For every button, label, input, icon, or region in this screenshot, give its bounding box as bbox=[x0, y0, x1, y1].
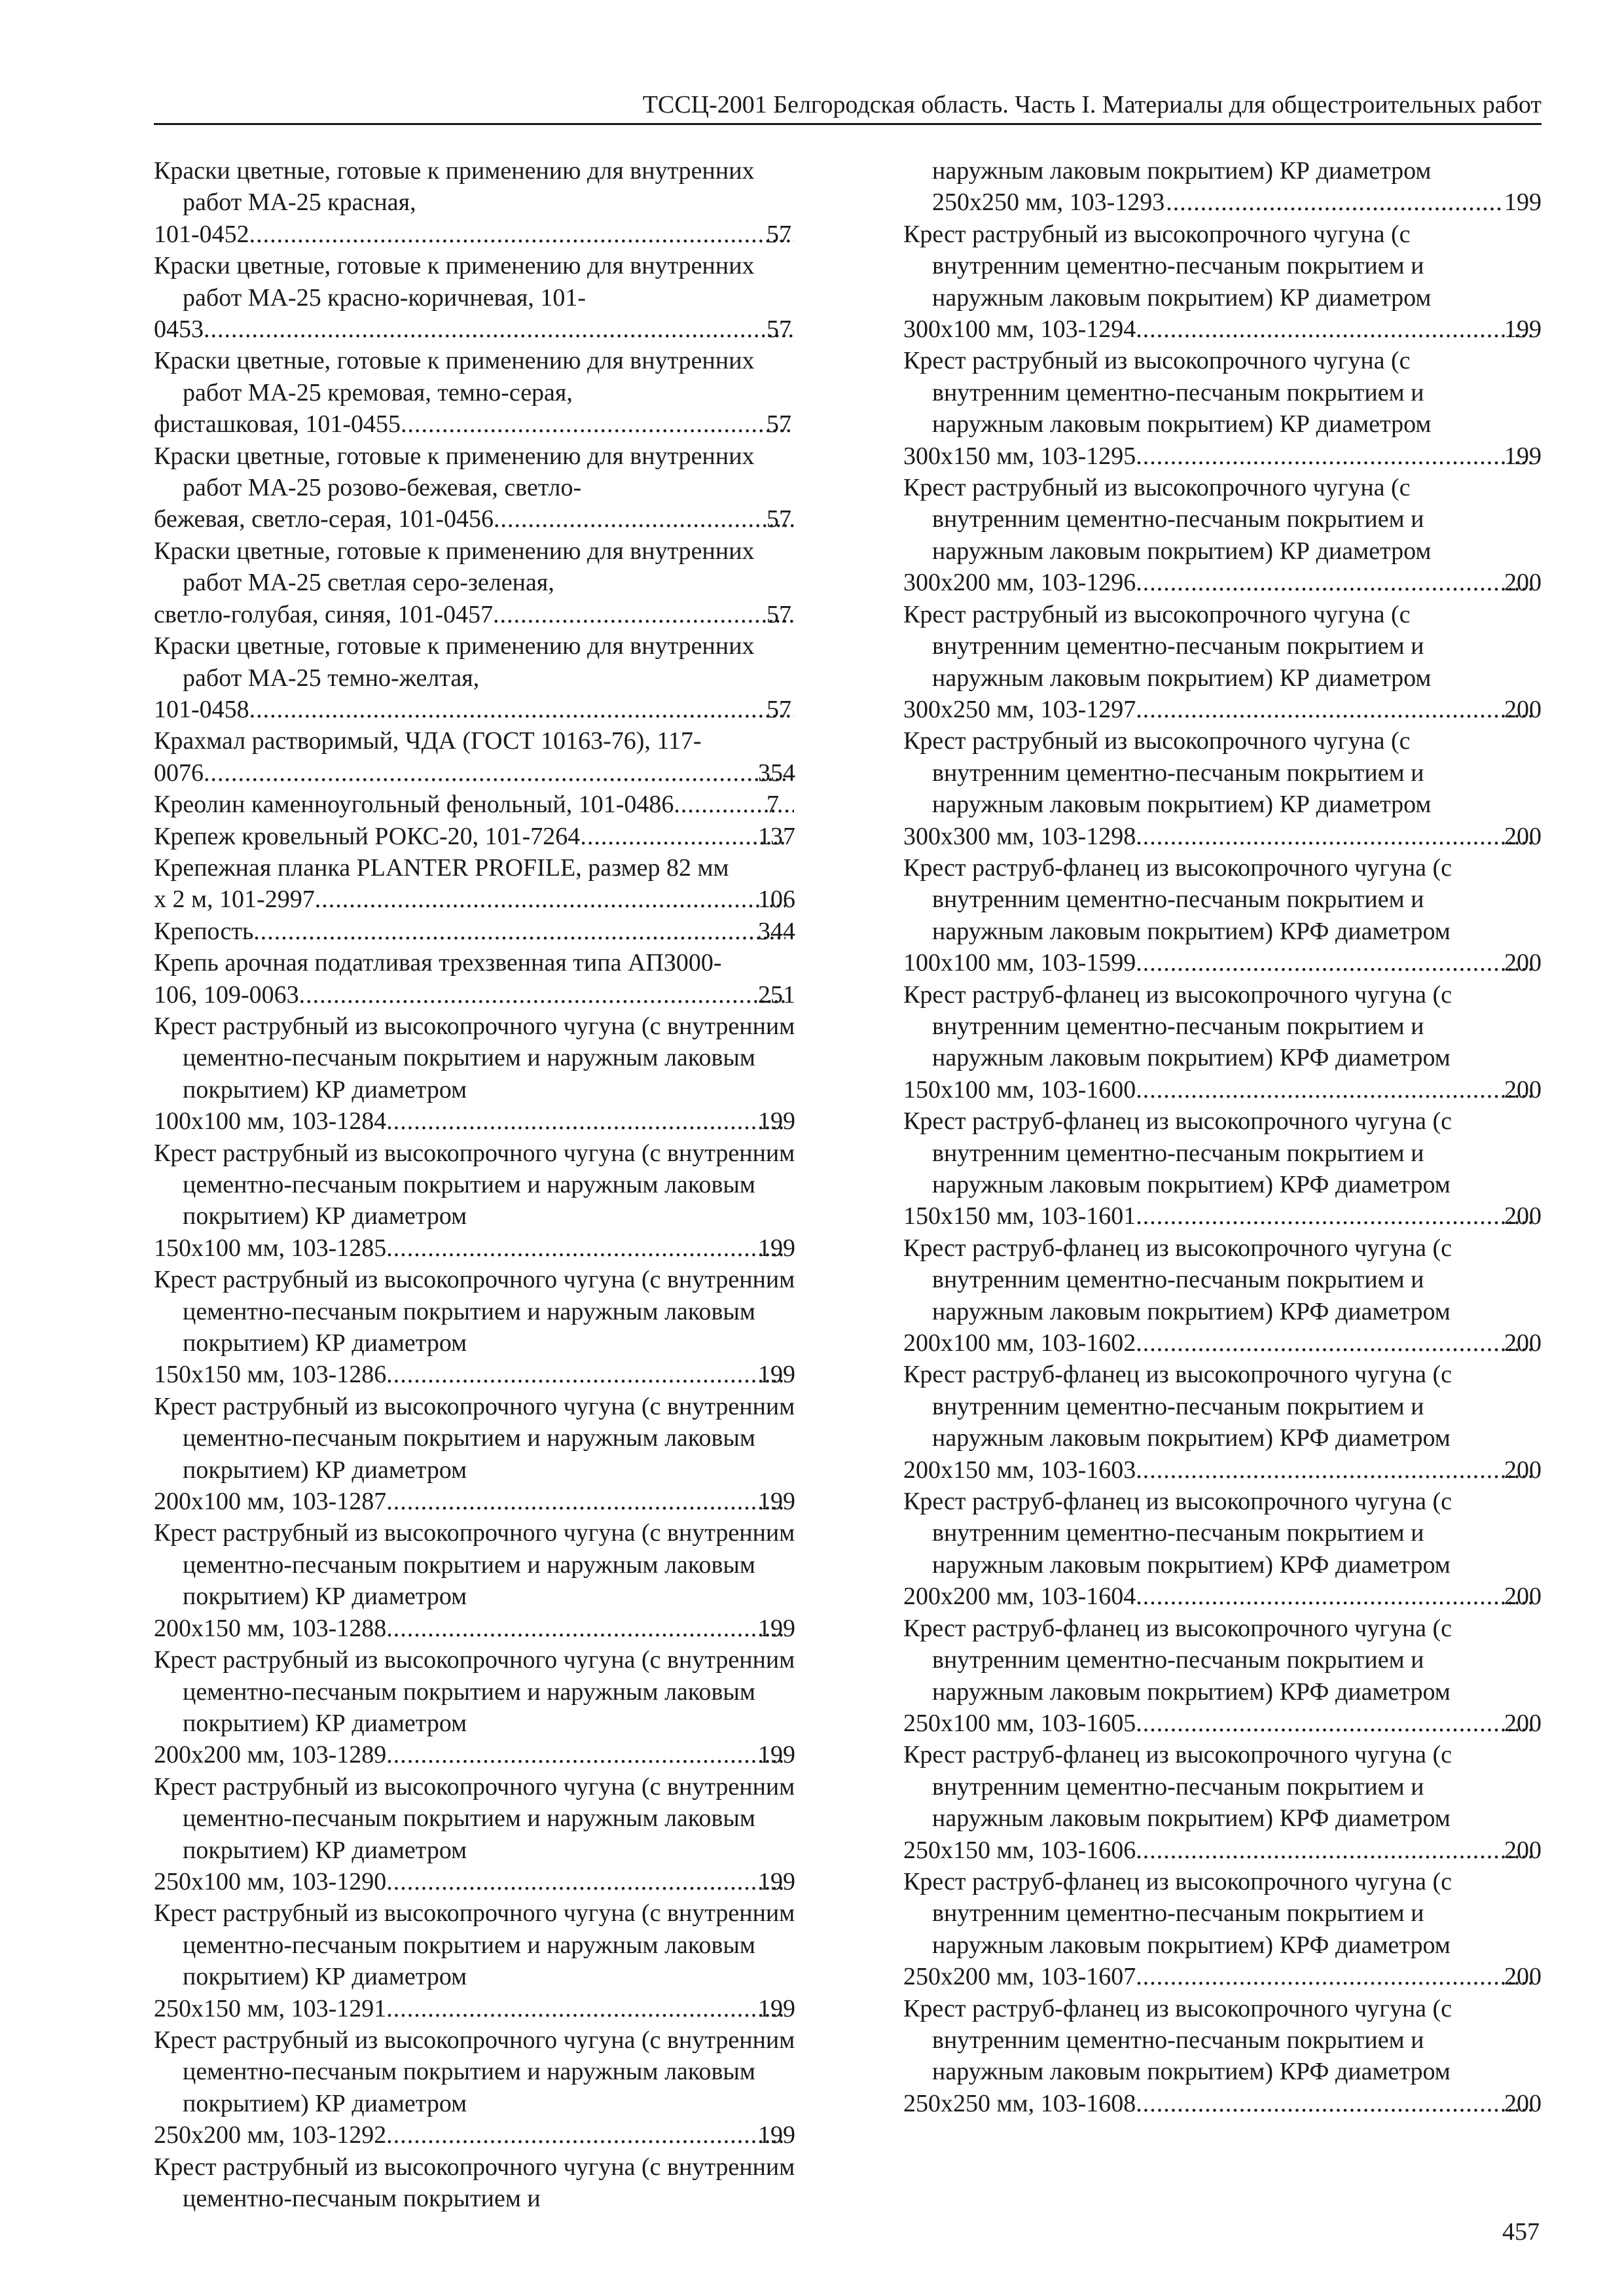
index-entry bbox=[154, 789, 795, 820]
index-entry bbox=[903, 1739, 1542, 1866]
entry-code: 106, 109-0063 bbox=[154, 980, 299, 1009]
entry-text: Крест раструбный из высокопрочного чугуна (с внутренним цементно-песчаным покрытием и наружным лаковым покрытием) КР диаметром bbox=[154, 1519, 795, 1611]
index-entry bbox=[154, 916, 795, 947]
dot-leader bbox=[1137, 947, 1532, 978]
entry-code: 300х100 мм, 103-1294 bbox=[903, 315, 1136, 344]
index-entry bbox=[903, 599, 1542, 726]
entry-page-ref: 344 bbox=[758, 917, 795, 945]
entry-page-ref: 199 bbox=[758, 1867, 795, 1895]
entry-code: 250х150 мм, 103-1291 bbox=[154, 1994, 387, 2022]
entry-text: Краски цветные, готовые к применению для внутренних работ МА-25 светлая серо-зеленая, bbox=[154, 537, 755, 597]
entry-text: Краски цветные, готовые к применению для внутренних работ МА-25 кремовая, темно-серая, bbox=[154, 347, 755, 406]
entry-code: 250х250 мм, 103-1293 bbox=[932, 188, 1165, 217]
dot-leader bbox=[1137, 1961, 1532, 1992]
entry-code: 150х100 мм, 103-1600 bbox=[903, 1075, 1136, 1103]
dot-leader bbox=[388, 1232, 785, 1264]
entry-page-ref: 137 bbox=[758, 822, 795, 850]
entry-text: Крест раструбный из высокопрочного чугуна (с внутренним цементно-песчаным покрытием и наружным лаковым покрытием) КР диаметром bbox=[154, 1139, 795, 1230]
entry-text: Крест раструб-фланец из высокопрочного чугуна (с внутренним цементно-песчаным покрытием и наружным лаковым покрытием) КРФ диаметром bbox=[903, 1234, 1453, 1325]
dot-leader bbox=[495, 503, 794, 535]
entry-code: светло-голубая, синяя, 101-0457 bbox=[154, 600, 494, 628]
entry-leader-line bbox=[154, 2119, 795, 2151]
entry-page-ref: 199 bbox=[758, 1361, 795, 1389]
entry-leader-line: бежевая, светло-серая, 101-0456 ..... 57 bbox=[183, 503, 795, 535]
entry-leader-line: Креолин каменноугольный фенольный, 101-0486 ..... 7 bbox=[183, 789, 795, 820]
index-entry bbox=[903, 1232, 1542, 1359]
entry-leader-line bbox=[932, 187, 1542, 218]
index-entry bbox=[154, 821, 795, 852]
entry-page-ref: 200 bbox=[1504, 569, 1542, 597]
dot-leader bbox=[300, 979, 785, 1011]
entry-leader-line bbox=[154, 1232, 795, 1264]
entry-page-ref: 199 bbox=[758, 1234, 795, 1262]
index-entry bbox=[154, 1644, 795, 1771]
dot-leader bbox=[1137, 694, 1532, 725]
entry-leader-line bbox=[154, 979, 795, 1011]
entry-code: 200х150 мм, 103-1288 bbox=[154, 1614, 387, 1642]
dot-leader bbox=[316, 884, 785, 915]
index-entry bbox=[903, 725, 1542, 852]
index-entry bbox=[154, 250, 795, 345]
entry-leader-line bbox=[903, 2088, 1542, 2119]
entry-text: Крест раструб-фланец из высокопрочного чугуна (с внутренним цементно-песчаным покрытием и наружным лаковым покрытием) КРФ диаметром bbox=[903, 1994, 1453, 2086]
index-entry bbox=[903, 1359, 1542, 1486]
index-entry bbox=[154, 2151, 795, 2215]
index-entry bbox=[154, 947, 795, 1011]
index-entry bbox=[154, 2024, 795, 2151]
dot-leader bbox=[1137, 440, 1532, 472]
entry-page-ref: 200 bbox=[1504, 1836, 1542, 1864]
entry-text: Крест раструбный из высокопрочного чугуна (с внутренним цементно-песчаным покрытием и bbox=[154, 2153, 795, 2212]
dot-leader bbox=[1137, 2088, 1532, 2119]
entry-text: Крест раструбный из высокопрочного чугуна (с внутренним цементно-песчаным покрытием и наружным лаковым покрытием) КР диаметром bbox=[154, 1772, 795, 1864]
entry-code: 150х150 мм, 103-1286 bbox=[154, 1361, 387, 1389]
entry-page-ref: 251 bbox=[758, 980, 795, 1009]
dot-leader bbox=[205, 757, 785, 789]
entry-leader-line bbox=[154, 821, 795, 852]
entry-code: 100х100 мм, 103-1284 bbox=[154, 1107, 387, 1136]
entry-code: 250х200 мм, 103-1292 bbox=[154, 2121, 387, 2149]
entry-text: Крест раструб-фланец из высокопрочного чугуна (с внутренним цементно-песчаным покрытием и наружным лаковым покрытием) КРФ диаметром bbox=[903, 1488, 1453, 1579]
dot-leader bbox=[388, 1993, 785, 2024]
entry-code: 100х100 мм, 103-1599 bbox=[903, 949, 1136, 977]
index-entry bbox=[903, 155, 1542, 219]
entry-code: 101-0458 bbox=[154, 695, 249, 723]
index-entry bbox=[154, 725, 795, 789]
entry-page-ref: 200 bbox=[1504, 822, 1542, 850]
index-column-right bbox=[903, 155, 1542, 2119]
dot-leader bbox=[388, 1105, 785, 1137]
entry-page-ref: 200 bbox=[1504, 1456, 1542, 1484]
entry-leader-line bbox=[154, 1993, 795, 2024]
index-entry bbox=[903, 1105, 1542, 1232]
entry-leader-line bbox=[903, 1074, 1542, 1105]
entry-code: 0453 bbox=[154, 315, 204, 344]
entry-text: Краски цветные, готовые к применению для внутренних работ МА-25 красно-коричневая, 101- bbox=[154, 252, 755, 312]
entry-text: Крест раструбный из высокопрочного чугуна (с внутренним цементно-песчаным покрытием и наружным лаковым покрытием) КР диаметром bbox=[903, 474, 1432, 565]
index-entry bbox=[903, 472, 1542, 599]
entry-leader-line bbox=[903, 1327, 1542, 1359]
dot-leader bbox=[402, 408, 794, 440]
dot-leader bbox=[205, 314, 794, 345]
entry-text: Крест раструбный из высокопрочного чугуна (с внутренним цементно-песчаным покрытием и наружным лаковым покрытием) КР диаметром bbox=[903, 727, 1432, 819]
dot-leader bbox=[1137, 1581, 1532, 1612]
entry-code: 300х250 мм, 103-1297 bbox=[903, 695, 1136, 723]
entry-code: Крепеж кровельный РОКС-20, 101-7264 bbox=[154, 822, 581, 850]
entry-text: Крепь арочная податливая трехзвенная типа АПЗ000- bbox=[154, 949, 722, 977]
entry-leader-line bbox=[903, 1961, 1542, 1992]
index-entry bbox=[903, 979, 1542, 1106]
index-entry bbox=[903, 219, 1542, 346]
index-entry bbox=[154, 155, 795, 250]
index-entry bbox=[154, 1264, 795, 1391]
entry-code: 150х100 мм, 103-1285 bbox=[154, 1234, 387, 1262]
entry-code: х 2 м, 101-2997 bbox=[154, 886, 315, 914]
dot-leader bbox=[388, 1739, 785, 1770]
entry-text: Крест раструбный из высокопрочного чугуна (с внутренним цементно-песчаным покрытием и наружным лаковым покрытием) КР диаметром bbox=[154, 2026, 795, 2117]
entry-leader-line bbox=[903, 440, 1542, 472]
index-entry bbox=[903, 1613, 1542, 1740]
entry-leader-line bbox=[154, 1105, 795, 1137]
dot-leader bbox=[1137, 314, 1532, 345]
index-entry bbox=[154, 1011, 795, 1138]
running-header bbox=[154, 86, 1542, 125]
dot-leader bbox=[581, 821, 785, 852]
entry-text: Краски цветные, готовые к применению для внутренних работ МА-25 темно-желтая, bbox=[154, 632, 755, 692]
dot-leader bbox=[1137, 567, 1532, 598]
entry-page-ref: 199 bbox=[1504, 442, 1542, 470]
entry-text: Крест раструб-фланец из высокопрочного чугуна (с внутренним цементно-песчаным покрытием и наружным лаковым покрытием) КРФ диаметром bbox=[903, 980, 1453, 1072]
entry-leader-line: 101-0452 ..... 57 bbox=[183, 219, 795, 250]
dot-leader bbox=[388, 1359, 785, 1390]
entry-code: 300х300 мм, 103-1298 bbox=[903, 822, 1136, 850]
entry-text: Крест раструбный из высокопрочного чугуна (с внутренним цементно-песчаным покрытием и наружным лаковым покрытием) КР диаметром bbox=[154, 1012, 795, 1103]
entry-leader-line bbox=[154, 1866, 795, 1897]
entry-code: 0076 bbox=[154, 759, 204, 787]
entry-leader-line bbox=[154, 757, 795, 789]
index-entry bbox=[903, 1486, 1542, 1613]
dot-leader bbox=[388, 1486, 785, 1517]
entry-leader-line bbox=[154, 884, 795, 915]
page-number: 457 bbox=[1502, 2218, 1540, 2246]
entry-leader-line: светло-голубая, синяя, 101-0457 ..... 57 bbox=[183, 599, 795, 630]
entry-text: Крест раструб-фланец из высокопрочного чугуна (с внутренним цементно-песчаным покрытием и наружным лаковым покрытием) КРФ диаметром bbox=[903, 1614, 1453, 1706]
entry-page-ref: 199 bbox=[1504, 315, 1542, 344]
entry-page-ref: 200 bbox=[1504, 1075, 1542, 1103]
entry-code: 250х250 мм, 103-1608 bbox=[903, 2089, 1136, 2117]
entry-page-ref: 200 bbox=[1504, 2089, 1542, 2117]
entry-code: 250х150 мм, 103-1606 bbox=[903, 1836, 1136, 1864]
entry-page-ref: 199 bbox=[758, 1741, 795, 1769]
entry-text: Крест раструбный из высокопрочного чугуна (с внутренним цементно-песчаным покрытием и наружным лаковым покрытием) КР диаметром bbox=[903, 347, 1432, 439]
entry-page-ref: 200 bbox=[1504, 1329, 1542, 1357]
entry-leader-line bbox=[903, 567, 1542, 598]
entry-page-ref: 199 bbox=[758, 1994, 795, 2022]
entry-code: 150х150 мм, 103-1601 bbox=[903, 1202, 1136, 1230]
entry-leader-line: 101-0458 ..... 57 bbox=[183, 694, 795, 725]
index-entry bbox=[154, 1391, 795, 1518]
dot-leader bbox=[388, 1613, 785, 1644]
dot-leader bbox=[1137, 1200, 1532, 1232]
entry-page-ref: 200 bbox=[1504, 1583, 1542, 1611]
entry-leader-line bbox=[903, 1835, 1542, 1866]
entry-leader-line: фисташковая, 101-0455 ..... 57 bbox=[183, 408, 795, 440]
entry-code: Креолин каменноугольный фенольный, 101-0486 bbox=[154, 791, 674, 819]
entry-text: Крест раструб-фланец из высокопрочного чугуна (с внутренним цементно-песчаным покрытием и наружным лаковым покрытием) КРФ диаметром bbox=[903, 1107, 1453, 1198]
entry-text: Крахмал растворимый, ЧДА (ГОСТ 10163-76), 117- bbox=[154, 727, 702, 755]
entry-text: Крест раструб-фланец из высокопрочного чугуна (с внутренним цементно-песчаным покрытием и наружным лаковым покрытием) КРФ диаметром bbox=[903, 853, 1453, 945]
entry-text: наружным лаковым покрытием) КР диаметром bbox=[932, 157, 1432, 185]
index-column-left bbox=[154, 155, 795, 2214]
entry-leader-line bbox=[903, 1200, 1542, 1232]
index-entry bbox=[903, 345, 1542, 472]
dot-leader bbox=[494, 599, 794, 630]
entry-page-ref: 200 bbox=[1504, 1709, 1542, 1737]
index-entry bbox=[903, 1993, 1542, 2120]
entry-leader-line bbox=[154, 1739, 795, 1770]
entry-text: Крепежная планка PLANTER PROFILE, размер 82 мм bbox=[154, 853, 729, 882]
entry-page-ref: 199 bbox=[758, 1107, 795, 1136]
index-entry bbox=[154, 535, 795, 630]
entry-text: Крест раструбный из высокопрочного чугуна (с внутренним цементно-песчаным покрытием и наружным лаковым покрытием) КР диаметром bbox=[903, 220, 1432, 312]
entry-leader-line bbox=[903, 947, 1542, 978]
entry-text: Крест раструб-фланец из высокопрочного чугуна (с внутренним цементно-песчаным покрытием и наружным лаковым покрытием) КРФ диаметром bbox=[903, 1361, 1453, 1452]
entry-leader-line bbox=[903, 694, 1542, 725]
entry-code: 300х200 мм, 103-1296 bbox=[903, 569, 1136, 597]
index-entry bbox=[154, 1771, 795, 1898]
entry-leader-line bbox=[903, 821, 1542, 852]
entry-code: 250х100 мм, 103-1290 bbox=[154, 1867, 387, 1895]
entry-leader-line: 0453 ..... 57 bbox=[183, 314, 795, 345]
entry-code: 200х150 мм, 103-1603 bbox=[903, 1456, 1136, 1484]
entry-page-ref: 200 bbox=[1504, 1202, 1542, 1230]
dot-leader bbox=[251, 694, 794, 725]
index-entry bbox=[154, 1517, 795, 1644]
entry-code: бежевая, светло-серая, 101-0456 bbox=[154, 505, 494, 533]
entry-leader-line bbox=[154, 1359, 795, 1390]
dot-leader bbox=[1137, 1708, 1532, 1739]
entry-text: Краски цветные, готовые к применению для внутренних работ МА-25 розово-бежевая, светло- bbox=[154, 442, 755, 502]
dot-leader bbox=[388, 1866, 785, 1897]
entry-leader-line bbox=[903, 1708, 1542, 1739]
entry-text: Крест раструб-фланец из высокопрочного чугуна (с внутренним цементно-песчаным покрытием и наружным лаковым покрытием) КРФ диаметром bbox=[903, 1867, 1453, 1959]
entry-leader-line bbox=[903, 314, 1542, 345]
header-title: ТССЦ-2001 Белгородская область. Часть I. Материалы для общестроительных работ bbox=[642, 91, 1542, 118]
index-entry bbox=[154, 345, 795, 440]
entry-text: Крест раструбный из высокопрочного чугуна (с внутренним цементно-песчаным покрытием и наружным лаковым покрытием) КР диаметром bbox=[154, 1646, 795, 1737]
entry-page-ref: 106 bbox=[758, 886, 795, 914]
entry-text: Крест раструбный из высокопрочного чугуна (с внутренним цементно-песчаным покрытием и наружным лаковым покрытием) КР диаметром bbox=[903, 600, 1432, 692]
entry-text: Краски цветные, готовые к применению для внутренних работ МА-25 красная, bbox=[154, 157, 755, 217]
dot-leader bbox=[1137, 1074, 1532, 1105]
dot-leader bbox=[251, 219, 794, 250]
entry-page-ref: 200 bbox=[1504, 949, 1542, 977]
index-entry bbox=[154, 440, 795, 535]
dot-leader bbox=[388, 2119, 785, 2151]
entry-leader-line bbox=[154, 916, 795, 947]
dot-leader bbox=[1137, 1327, 1532, 1359]
entry-leader-line bbox=[154, 1486, 795, 1517]
entry-code: 200х100 мм, 103-1602 bbox=[903, 1329, 1136, 1357]
index-entry bbox=[154, 630, 795, 725]
dot-leader bbox=[1166, 187, 1503, 218]
entry-leader-line bbox=[903, 1581, 1542, 1612]
dot-leader bbox=[1137, 821, 1532, 852]
entry-page-ref: 354 bbox=[758, 759, 795, 787]
entry-text: Крест раструбный из высокопрочного чугуна (с внутренним цементно-песчаным покрытием и наружным лаковым покрытием) КР диаметром bbox=[154, 1392, 795, 1484]
entry-leader-line bbox=[154, 1613, 795, 1644]
dot-leader bbox=[1137, 1835, 1532, 1866]
entry-code: 250х100 мм, 103-1605 bbox=[903, 1709, 1136, 1737]
entry-text: Крест раструбный из высокопрочного чугуна (с внутренним цементно-песчаным покрытием и наружным лаковым покрытием) КР диаметром bbox=[154, 1899, 795, 1991]
entry-text: Крест раструб-фланец из высокопрочного чугуна (с внутренним цементно-песчаным покрытием и наружным лаковым покрытием) КРФ диаметром bbox=[903, 1741, 1453, 1833]
entry-page-ref: 199 bbox=[758, 2121, 795, 2149]
entry-code: 200х200 мм, 103-1289 bbox=[154, 1741, 387, 1769]
dot-leader bbox=[255, 916, 785, 947]
entry-text: Крест раструбный из высокопрочного чугуна (с внутренним цементно-песчаным покрытием и наружным лаковым покрытием) КР диаметром bbox=[154, 1266, 795, 1357]
entry-page-ref: 200 bbox=[1504, 1963, 1542, 1991]
index-entry bbox=[154, 1897, 795, 2024]
entry-page-ref: 199 bbox=[758, 1614, 795, 1642]
index-entry bbox=[903, 852, 1542, 979]
entry-code: 250х200 мм, 103-1607 bbox=[903, 1963, 1136, 1991]
entry-code: 101-0452 bbox=[154, 220, 249, 248]
entry-code: Крепость bbox=[154, 917, 254, 945]
entry-page-ref: 200 bbox=[1504, 695, 1542, 723]
index-entry bbox=[903, 1866, 1542, 1993]
entry-code: 200х100 мм, 103-1287 bbox=[154, 1488, 387, 1516]
index-entry bbox=[154, 1138, 795, 1265]
entry-page-ref: 199 bbox=[758, 1488, 795, 1516]
entry-code: 300х150 мм, 103-1295 bbox=[903, 442, 1136, 470]
entry-page-ref: 199 bbox=[1504, 188, 1542, 217]
entry-code: фисташковая, 101-0455 bbox=[154, 410, 401, 439]
entry-code: 200х200 мм, 103-1604 bbox=[903, 1583, 1136, 1611]
entry-leader-line bbox=[903, 1454, 1542, 1486]
dot-leader bbox=[1137, 1454, 1532, 1486]
index-entry bbox=[154, 852, 795, 916]
